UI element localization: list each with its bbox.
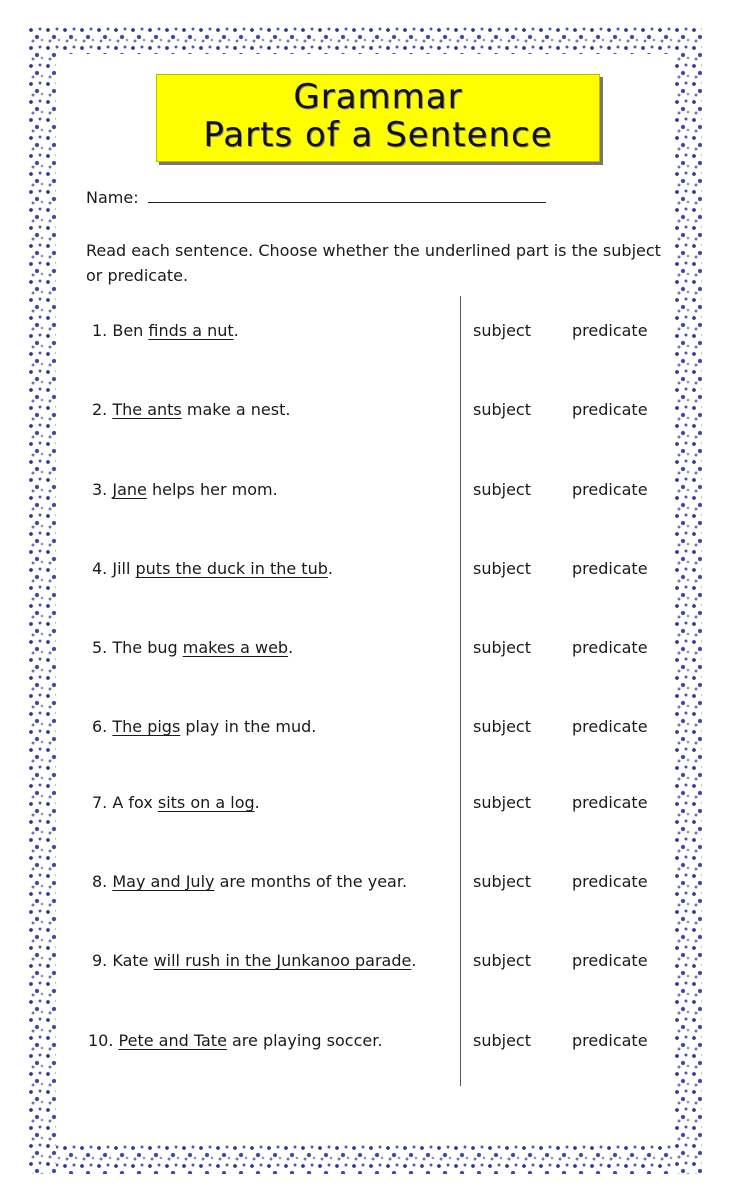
subject-option[interactable]: subject [473, 638, 531, 657]
question-sentence [92, 321, 239, 340]
subject-option[interactable]: subject [473, 872, 531, 891]
underlined-part: The pigs [112, 717, 181, 736]
predicate-option[interactable]: predicate [572, 400, 648, 419]
question-number: 8. [92, 872, 108, 891]
subject-option[interactable]: subject [473, 480, 531, 499]
sentence-after: are playing soccer. [226, 1031, 383, 1050]
instructions: Read each sentence. Choose whether the underlined part is the subject or predicate. [86, 241, 661, 285]
sentence-after: make a nest. [181, 400, 291, 419]
question-sentence [92, 559, 333, 578]
predicate-option[interactable]: predicate [572, 559, 648, 578]
question-number: 10. [88, 1031, 114, 1050]
sentence-before: The bug [112, 638, 183, 657]
sentence-after: are months of the year. [214, 872, 408, 891]
predicate-option[interactable]: predicate [572, 793, 648, 812]
sentence-after: . [411, 951, 417, 970]
question-number: 9. [92, 951, 108, 970]
question-number: 4. [92, 559, 108, 578]
question-number: 3. [92, 480, 108, 499]
predicate-option[interactable]: predicate [572, 717, 648, 736]
predicate-option[interactable]: predicate [572, 480, 648, 499]
subject-option[interactable]: subject [473, 321, 531, 340]
question-row [92, 480, 662, 504]
sentence-before: A fox [112, 793, 158, 812]
question-sentence [92, 951, 416, 970]
question-sentence [92, 480, 278, 499]
sentence-after: . [254, 793, 260, 812]
question-number: 6. [92, 717, 108, 736]
question-number: 7. [92, 793, 108, 812]
question-sentence [92, 872, 407, 891]
title-line-2: Parts of a Sentence [203, 115, 553, 155]
question-row [92, 717, 662, 741]
predicate-option[interactable]: predicate [572, 321, 648, 340]
underlined-part: makes a web [182, 638, 289, 657]
sentence-before: Jill [112, 559, 136, 578]
sentence-after: helps her mom. [146, 480, 278, 499]
predicate-option[interactable]: predicate [572, 951, 648, 970]
subject-option[interactable]: subject [473, 559, 531, 578]
name-row [86, 188, 546, 207]
question-row [92, 400, 662, 424]
underlined-part: Jane [112, 480, 147, 499]
decorative-border-left [28, 26, 56, 1174]
question-number: 5. [92, 638, 108, 657]
title-line-1: Grammar [293, 77, 463, 117]
underlined-part: puts the duck in the tub [135, 559, 328, 578]
predicate-option[interactable]: predicate [572, 1031, 648, 1050]
subject-option[interactable]: subject [473, 793, 531, 812]
question-row [92, 321, 662, 345]
sentence-after: . [288, 638, 294, 657]
question-sentence [88, 1031, 382, 1050]
question-row [88, 1031, 658, 1055]
predicate-option[interactable]: predicate [572, 872, 648, 891]
decorative-border-bottom [28, 1144, 702, 1174]
question-sentence [92, 638, 293, 657]
sentence-after: . [327, 559, 333, 578]
decorative-border-right [674, 26, 702, 1174]
name-blank-line[interactable] [148, 188, 546, 203]
underlined-part: sits on a log [157, 793, 255, 812]
question-number: 1. [92, 321, 108, 340]
question-row [92, 559, 662, 583]
subject-option[interactable]: subject [473, 717, 531, 736]
name-label: Name: [86, 188, 139, 207]
underlined-part: will rush in the Junkanoo parade [153, 951, 412, 970]
question-sentence [92, 717, 316, 736]
question-row [92, 793, 662, 817]
subject-option[interactable]: subject [473, 951, 531, 970]
question-row [92, 638, 662, 662]
subject-option[interactable]: subject [473, 400, 531, 419]
underlined-part: The ants [112, 400, 182, 419]
underlined-part: Pete and Tate [118, 1031, 227, 1050]
title-banner [156, 74, 600, 162]
question-sentence [92, 400, 290, 419]
question-row [92, 951, 662, 975]
question-sentence [92, 793, 260, 812]
sentence-after: . [233, 321, 239, 340]
decorative-border-top [28, 26, 702, 54]
question-number: 2. [92, 400, 108, 419]
predicate-option[interactable]: predicate [572, 638, 648, 657]
sentence-after: play in the mud. [180, 717, 317, 736]
sentence-before: Kate [112, 951, 154, 970]
sentence-before: Ben [112, 321, 149, 340]
underlined-part: May and July [112, 872, 215, 891]
question-row [92, 872, 662, 896]
underlined-part: finds a nut [148, 321, 234, 340]
subject-option[interactable]: subject [473, 1031, 531, 1050]
